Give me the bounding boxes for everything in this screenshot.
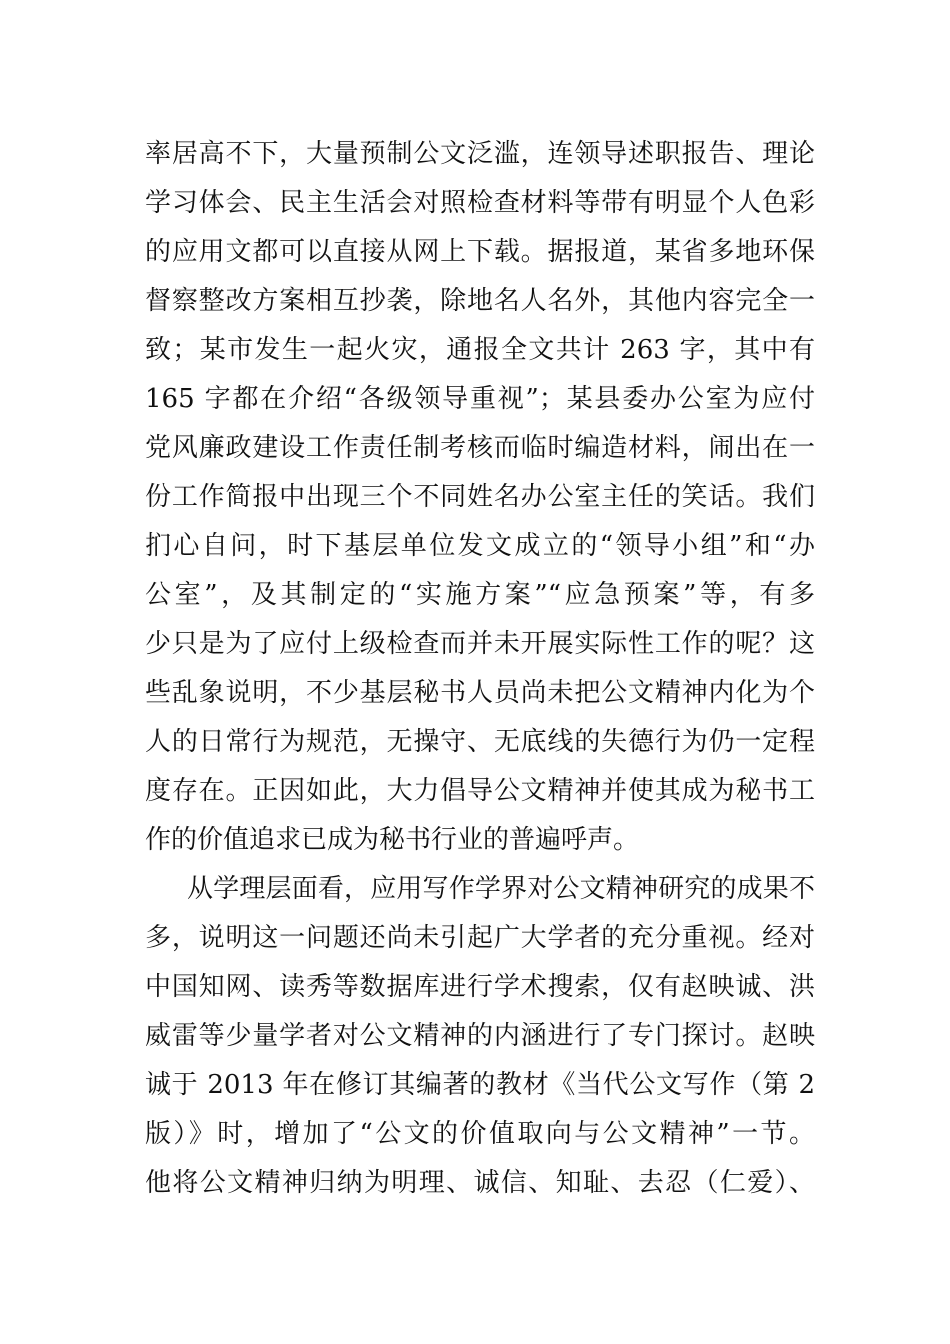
text-line: 率居高不下，大量预制公文泛滥，连领导述职报告、理论 [145,139,815,169]
paragraph-1 [145,130,815,865]
text-line: 多，说明这一问题还尚未引起广大学者的充分重视。经对 [145,923,815,953]
text-line: 致；某市发生一起火灾，通报全文共计 263 字，其中有 [145,335,815,365]
text-line: 威雷等少量学者对公文精神的内涵进行了专门探讨。赵映 [145,1021,815,1051]
text-line: 党风廉政建设工作责任制考核而临时编造材料，闹出在一 [145,433,815,463]
text-line: 份工作简报中出现三个不同姓名办公室主任的笑话。我们 [145,482,815,512]
text-line: 作的价值追求已成为秘书行业的普遍呼声。 [145,825,640,855]
text-line: 度存在。正因如此，大力倡导公文精神并使其成为秘书工 [145,776,815,806]
text-line: 公室”，及其制定的“实施方案”“应急预案”等，有多 [145,580,815,610]
text-line: 些乱象说明，不少基层秘书人员尚未把公文精神内化为个 [145,678,815,708]
text-line: 的应用文都可以直接从网上下载。据报道，某省多地环保 [145,237,815,267]
text-line: 人的日常行为规范，无操守、无底线的失德行为仍一定程 [145,727,815,757]
paragraph-2 [145,865,815,1208]
text-line: 扪心自问，时下基层单位发文成立的“领导小组”和“办 [145,531,815,561]
text-line: 他将公文精神归纳为明理、诚信、知耻、去忍（仁爱）、 [145,1168,815,1198]
text-line: 从学理层面看，应用写作学界对公文精神研究的成果不 [187,874,815,904]
text-line: 学习体会、民主生活会对照检查材料等带有明显个人色彩 [145,188,815,218]
text-line: 诚于 2013 年在修订其编著的教材《当代公文写作（第 2 [145,1070,815,1100]
text-line: 版）》时，增加了“公文的价值取向与公文精神”一节。 [145,1119,815,1149]
text-line: 165 字都在介绍“各级领导重视”；某县委办公室为应付 [145,384,815,414]
text-line: 中国知网、读秀等数据库进行学术搜索，仅有赵映诚、洪 [145,972,815,1002]
text-line: 督察整改方案相互抄袭，除地名人名外，其他内容完全一 [145,286,815,316]
text-line: 少只是为了应付上级检查而并未开展实际性工作的呢？这 [145,629,815,659]
